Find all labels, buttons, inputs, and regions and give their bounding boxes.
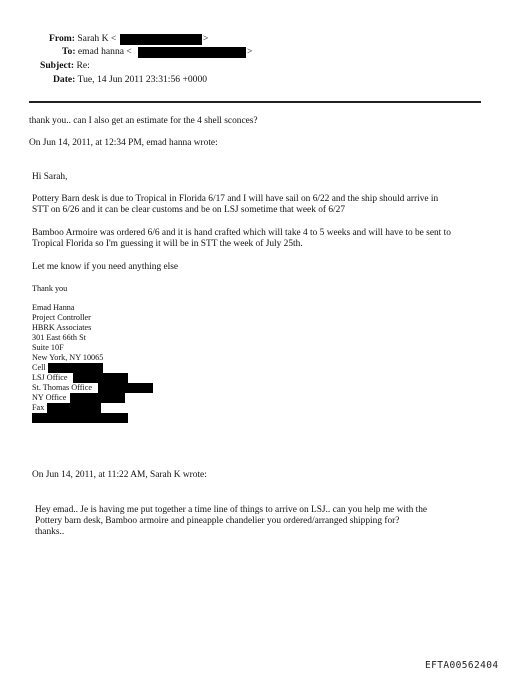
sig-address1: 301 East 66th St bbox=[32, 333, 86, 342]
sig-fax-label: Fax bbox=[32, 403, 45, 412]
from-label: From: bbox=[49, 33, 75, 44]
redaction-ny bbox=[70, 393, 125, 403]
sig-cell-label: Cell bbox=[32, 363, 46, 372]
to-label: To: bbox=[62, 46, 76, 57]
from-row bbox=[49, 33, 116, 45]
sig-lsj-label: LSJ Office bbox=[32, 373, 68, 382]
from-tail: > bbox=[203, 33, 209, 44]
redaction-to-email bbox=[138, 47, 246, 58]
message-text: thank you.. can I also get an estimate for the 4 shell sconces? bbox=[29, 116, 258, 126]
quote-para3: Let me know if you need anything else bbox=[32, 262, 179, 272]
header-divider bbox=[29, 101, 481, 103]
quote2-line1: Hey emad.. Je is having me put together a time line of things to arrive on LSJ.. can you help me with the bbox=[35, 505, 428, 515]
quote-thanks: Thank you bbox=[32, 284, 68, 293]
redaction-lsj bbox=[73, 373, 128, 383]
quote-para1-line1: Pottery Barn desk is due to Tropical in Florida 6/17 and I will have sail on 6/22 and the ship should arrive in bbox=[32, 194, 439, 204]
quote2-line3: thanks.. bbox=[35, 527, 65, 537]
sig-address2: Suite 10F bbox=[32, 343, 64, 352]
from-value: Sarah K < bbox=[77, 33, 117, 44]
quote-intro-2: On Jun 14, 2011, at 11:22 AM, Sarah K wrote: bbox=[32, 470, 207, 480]
to-tail: > bbox=[247, 46, 253, 57]
sig-ny-label: NY Office bbox=[32, 393, 67, 402]
quote-greeting: Hi Sarah, bbox=[32, 172, 68, 182]
subject-value: Re: bbox=[76, 60, 90, 71]
sig-city: New York, NY 10065 bbox=[32, 353, 104, 362]
redaction-from-email bbox=[120, 34, 202, 45]
quote2-line2: Pottery barn desk, Bamboo armoire and pineapple chandelier you ordered/arranged shipping for? bbox=[35, 516, 400, 526]
to-value: emad hanna < bbox=[77, 46, 132, 57]
date-label: Date: bbox=[53, 74, 76, 85]
sig-stthomas-label: St. Thomas Office bbox=[32, 383, 92, 392]
to-row bbox=[62, 46, 132, 58]
redaction-fax bbox=[47, 403, 101, 413]
redaction-email bbox=[32, 413, 128, 423]
sig-title: Project Controller bbox=[32, 313, 91, 322]
document-id: EFTA00562404 bbox=[425, 660, 499, 671]
quote-para1-line2: STT on 6/26 and it can be clear customs and be on LSJ sometime that week of 6/27 bbox=[32, 205, 346, 215]
sig-company: HBRK Associates bbox=[32, 323, 92, 332]
subject-row bbox=[40, 60, 90, 72]
date-row bbox=[53, 74, 207, 86]
subject-label: Subject: bbox=[40, 60, 75, 71]
redaction-stthomas bbox=[98, 383, 153, 393]
quote-para2-line2: Tropical Florida so I'm guessing it will be in STT the week of July 25th. bbox=[32, 239, 303, 249]
sig-name: Emad Hanna bbox=[32, 303, 75, 312]
redaction-cell bbox=[48, 363, 103, 373]
quote-intro-1: On Jun 14, 2011, at 12:34 PM, emad hanna wrote: bbox=[29, 138, 218, 148]
date-value: Tue, 14 Jun 2011 23:31:56 +0000 bbox=[77, 74, 208, 85]
quote-para2-line1: Bamboo Armoire was ordered 6/6 and it is hand crafted which will take 4 to 5 weeks and will have to be sent to bbox=[32, 228, 451, 238]
